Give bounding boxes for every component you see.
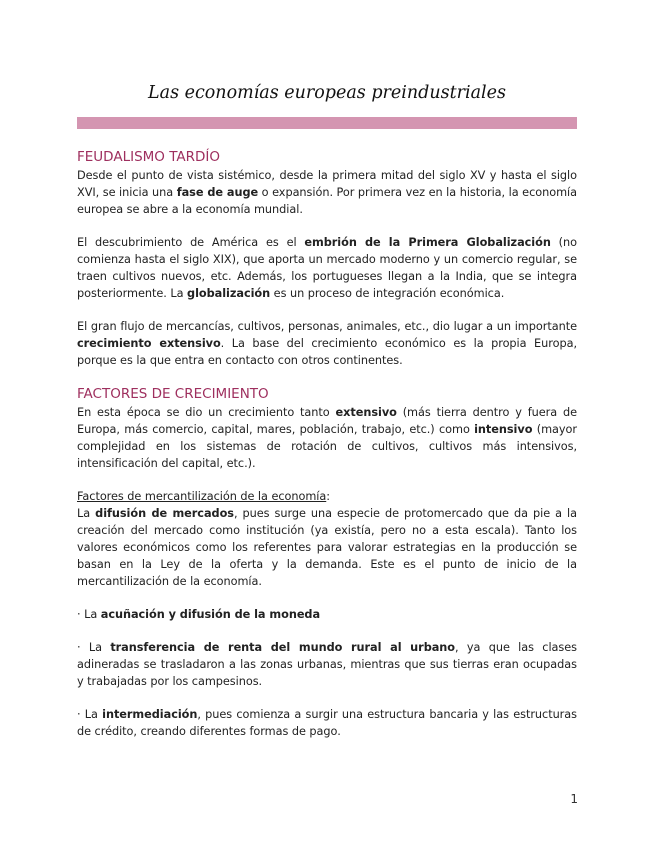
paragraph-feudalismo-3: El gran flujo de mercancías, cultivos, personas, animales, etc., dio lugar a un importante crecimiento extensivo. La base del crecimiento económico es la propia Europa, porque es la que entra en contacto con otros continentes. [77,320,577,367]
document-title: Las economías europeas preindustriales [148,83,506,103]
subheading-mercantilizacion: Factores de mercantilización de la economía: [77,490,331,503]
document-body [77,148,577,740]
bullet-transferencia: · La transferencia de renta del mundo rural al urbano, ya que las clases adineradas se trasladaron a las zonas urbanas, mientras que sus tierras eran ocupadas y trabajadas por los campesinos. [77,641,577,688]
paragraph-factores-1: En esta época se dio un crecimiento tanto extensivo (más tierra dentro y fuera de Europa, más comercio, capital, mares, población, trabajo, etc.) como intensivo (mayor complejidad en los sistemas de rotación de cultivos, cultivos más intensivos, intensificación del capital, etc.). [77,406,577,470]
section-heading-feudalismo: FEUDALISMO TARDÍO [77,149,221,165]
paragraph-feudalismo-1: Desde el punto de vista sistémico, desde la primera mitad del siglo XV y hasta el siglo XVI, se inicia una fase de auge o expansión. Por primera vez en la historia, la economía europea se abre a la economía mundial. [77,169,577,216]
page-number: 1 [570,792,578,806]
paragraph-feudalismo-2: El descubrimiento de América es el embrión de la Primera Globalización (no comienza hasta el siglo XIX), que aporta un mercado moderno y un comercio regular, se traen cultivos nuevos, etc. Además, los portugueses llegan a la India, que se integra posteriormente. La globalización es un proceso de integración económica. [77,236,577,300]
paragraph-difusion-mercados: La difusión de mercados, pues surge una especie de protomercado que da pie a la creación del mercado como institución (ya existía, pero no a esta escala). Tanto los valores económicos como los referentes para valorar estrategias en la producción se basan en la Ley de la oferta y la demanda. Este es el punto de inicio de la mercantilización de la economía. [77,507,578,588]
title-divider-bar [77,117,577,129]
section-heading-factores: FACTORES DE CRECIMIENTO [77,386,269,402]
bullet-intermediacion: · La intermediación, pues comienza a surgir una estructura bancaria y las estructuras de crédito, creando diferentes formas de pago. [77,708,577,738]
bullet-acunacion: · La acuñación y difusión de la moneda [77,608,321,621]
